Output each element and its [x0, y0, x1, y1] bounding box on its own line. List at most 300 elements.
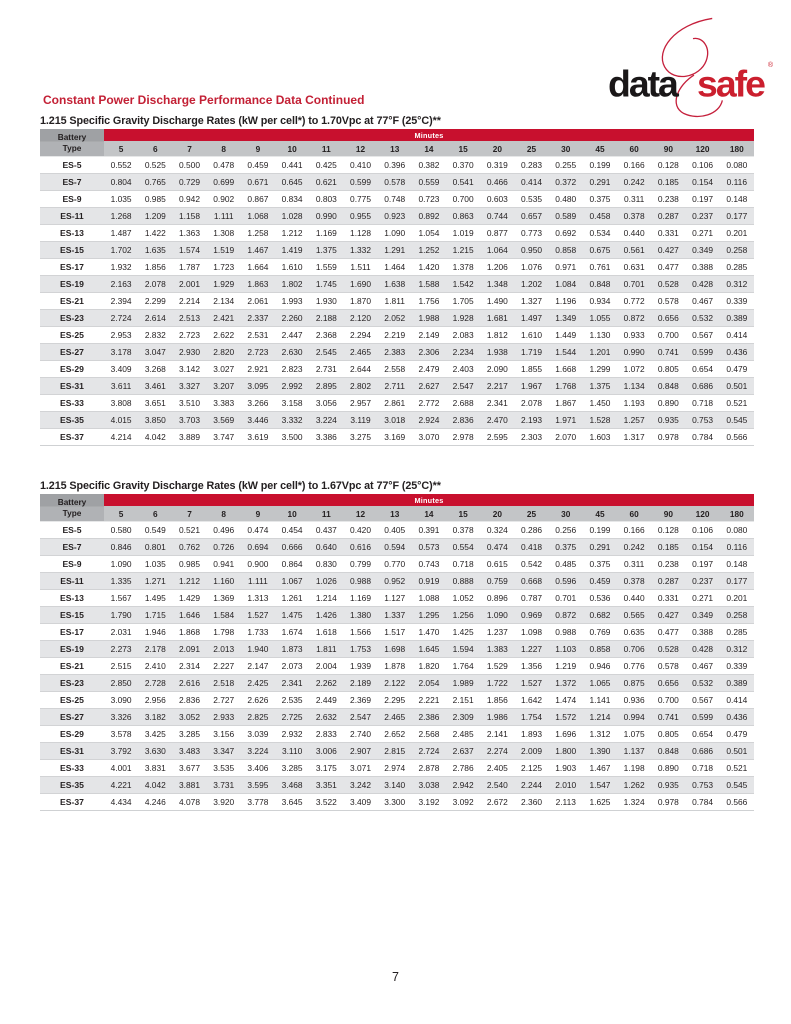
- battery-type-cell: ES-25: [60, 330, 84, 340]
- kw-value-cell: 3.569: [213, 415, 235, 425]
- kw-value-cell: 2.120: [350, 313, 371, 323]
- kw-value-cell: 3.461: [144, 381, 166, 391]
- kw-value-cell: 0.603: [486, 194, 508, 204]
- kw-value-cell: 1.128: [350, 228, 371, 238]
- kw-value-cell: 2.878: [418, 763, 440, 773]
- kw-value-cell: 2.815: [384, 746, 406, 756]
- kw-value-cell: 0.324: [486, 525, 508, 535]
- kw-value-cell: 0.199: [589, 160, 611, 170]
- battery-row: [40, 242, 754, 259]
- kw-value-cell: 0.578: [384, 177, 406, 187]
- kw-value-cell: 0.258: [726, 610, 748, 620]
- kw-value-cell: 0.116: [726, 177, 747, 187]
- kw-value-cell: 1.019: [452, 228, 474, 238]
- minute-column-header: 5: [104, 141, 138, 157]
- kw-value-cell: 1.989: [452, 678, 474, 688]
- kw-value-cell: 1.863: [247, 279, 269, 289]
- kw-value-cell: 0.437: [315, 525, 337, 535]
- kw-value-cell: 2.083: [452, 330, 474, 340]
- kw-value-cell: 3.268: [144, 364, 166, 374]
- kw-value-cell: 0.283: [521, 160, 543, 170]
- kw-value-cell: 1.169: [350, 593, 371, 603]
- battery-type-cell: ES-9: [62, 559, 82, 569]
- kw-value-cell: 1.542: [452, 279, 474, 289]
- kw-value-cell: 0.559: [418, 177, 440, 187]
- minutes-group-header: Minutes: [104, 494, 754, 506]
- kw-value-cell: 2.188: [315, 313, 337, 323]
- kw-value-cell: 1.566: [350, 627, 371, 637]
- kw-value-cell: 2.485: [452, 729, 474, 739]
- kw-value-cell: 0.594: [384, 542, 406, 552]
- kw-value-cell: 0.635: [623, 627, 645, 637]
- kw-value-cell: 3.747: [213, 432, 235, 442]
- kw-value-cell: 0.867: [247, 194, 269, 204]
- discharge-table-170vpc: [40, 129, 754, 446]
- kw-value-cell: 0.197: [692, 559, 714, 569]
- kw-value-cell: 3.831: [144, 763, 166, 773]
- kw-value-cell: 0.541: [452, 177, 474, 187]
- kw-value-cell: 0.573: [418, 542, 440, 552]
- kw-value-cell: 1.348: [486, 279, 508, 289]
- battery-row: [40, 157, 754, 174]
- kw-value-cell: 1.903: [555, 763, 577, 773]
- kw-value-cell: 4.214: [110, 432, 132, 442]
- kw-value-cell: 2.193: [521, 415, 543, 425]
- kw-value-cell: 2.992: [281, 381, 303, 391]
- kw-value-cell: 1.811: [384, 296, 405, 306]
- kw-value-cell: 0.668: [521, 576, 543, 586]
- kw-value-cell: 1.790: [110, 610, 132, 620]
- kw-value-cell: 2.723: [247, 347, 269, 357]
- kw-value-cell: 0.799: [350, 559, 371, 569]
- kw-value-cell: 0.890: [657, 763, 679, 773]
- kw-value-cell: 0.474: [486, 542, 508, 552]
- kw-value-cell: 3.347: [213, 746, 235, 756]
- kw-value-cell: 0.682: [589, 610, 611, 620]
- minute-column-header: 14: [412, 141, 446, 157]
- kw-value-cell: 0.762: [179, 542, 200, 552]
- battery-type-cell: ES-5: [62, 160, 82, 170]
- kw-value-cell: 1.212: [281, 228, 303, 238]
- kw-value-cell: 0.285: [726, 627, 748, 637]
- kw-value-cell: 0.645: [281, 177, 303, 187]
- kw-value-cell: 3.039: [247, 729, 269, 739]
- kw-value-cell: 0.521: [726, 398, 748, 408]
- kw-value-cell: 0.414: [521, 177, 543, 187]
- kw-value-cell: 1.800: [555, 746, 577, 756]
- kw-value-cell: 2.273: [110, 644, 132, 654]
- kw-value-cell: 3.207: [213, 381, 235, 391]
- kw-value-cell: 0.405: [384, 525, 406, 535]
- kw-value-cell: 2.360: [521, 797, 543, 807]
- battery-type-cell: ES-33: [60, 763, 84, 773]
- kw-value-cell: 0.700: [452, 194, 474, 204]
- kw-value-cell: 2.724: [110, 313, 132, 323]
- kw-value-cell: 3.140: [384, 780, 406, 790]
- kw-value-cell: 2.465: [350, 347, 371, 357]
- kw-value-cell: 2.337: [247, 313, 269, 323]
- kw-value-cell: 2.725: [281, 712, 303, 722]
- kw-value-cell: 2.956: [144, 695, 166, 705]
- kw-value-cell: 3.090: [110, 695, 132, 705]
- kw-value-cell: 2.122: [384, 678, 406, 688]
- kw-value-cell: 1.158: [179, 211, 200, 221]
- kw-value-cell: 1.420: [418, 262, 440, 272]
- kw-value-cell: 0.148: [726, 194, 748, 204]
- kw-value-cell: 1.940: [247, 644, 269, 654]
- kw-value-cell: 0.500: [179, 160, 200, 170]
- kw-value-cell: 4.001: [110, 763, 132, 773]
- battery-type-header-line2: Type: [62, 142, 82, 153]
- kw-value-cell: 0.565: [623, 610, 645, 620]
- kw-value-cell: 3.332: [281, 415, 303, 425]
- kw-value-cell: 1.372: [555, 678, 577, 688]
- kw-value-cell: 3.808: [110, 398, 132, 408]
- kw-value-cell: 0.804: [110, 177, 132, 187]
- kw-value-cell: 1.705: [452, 296, 474, 306]
- kw-value-cell: 0.242: [623, 177, 645, 187]
- kw-value-cell: 1.646: [179, 610, 200, 620]
- kw-value-cell: 2.299: [144, 296, 166, 306]
- kw-value-cell: 4.246: [144, 797, 166, 807]
- kw-value-cell: 2.260: [281, 313, 303, 323]
- kw-value-cell: 1.867: [555, 398, 577, 408]
- battery-type-cell: ES-27: [60, 347, 84, 357]
- kw-value-cell: 0.784: [692, 432, 714, 442]
- kw-value-cell: 1.349: [555, 313, 577, 323]
- kw-value-cell: 1.130: [589, 330, 611, 340]
- minute-column-header: 30: [549, 141, 583, 157]
- kw-value-cell: 1.090: [384, 228, 406, 238]
- kw-value-cell: 3.056: [315, 398, 337, 408]
- kw-value-cell: 0.988: [555, 627, 577, 637]
- kw-value-cell: 0.391: [418, 525, 440, 535]
- kw-value-cell: 1.464: [384, 262, 406, 272]
- kw-value-cell: 2.341: [281, 678, 303, 688]
- kw-value-cell: 3.619: [247, 432, 269, 442]
- kw-value-cell: 0.631: [623, 262, 645, 272]
- kw-value-cell: 0.528: [657, 279, 679, 289]
- kw-value-cell: 1.262: [623, 780, 645, 790]
- kw-value-cell: 2.403: [452, 364, 474, 374]
- kw-value-cell: 1.035: [144, 559, 166, 569]
- battery-row: [40, 259, 754, 276]
- battery-row: [40, 573, 754, 590]
- battery-row: [40, 225, 754, 242]
- kw-value-cell: 0.942: [179, 194, 200, 204]
- kw-value-cell: 2.630: [281, 347, 303, 357]
- minute-column-header: 12: [343, 141, 377, 157]
- minute-column-header: 15: [446, 506, 480, 522]
- kw-value-cell: 0.978: [657, 797, 679, 807]
- kw-value-cell: 0.946: [589, 661, 611, 671]
- kw-value-cell: 0.425: [315, 160, 337, 170]
- battery-type-cell: ES-31: [60, 381, 84, 391]
- kw-value-cell: 0.700: [657, 330, 679, 340]
- kw-value-cell: 1.497: [521, 313, 543, 323]
- kw-value-cell: 1.856: [144, 262, 166, 272]
- kw-value-cell: 2.294: [350, 330, 371, 340]
- kw-value-cell: 0.985: [179, 559, 200, 569]
- kw-value-cell: 2.626: [247, 695, 269, 705]
- kw-value-cell: 1.715: [144, 610, 166, 620]
- kw-value-cell: 0.952: [384, 576, 406, 586]
- kw-value-cell: 0.769: [589, 627, 611, 637]
- kw-value-cell: 1.681: [486, 313, 508, 323]
- kw-value-cell: 1.802: [281, 279, 303, 289]
- kw-value-cell: 2.728: [144, 678, 166, 688]
- kw-value-cell: 1.084: [555, 279, 577, 289]
- kw-value-cell: 1.202: [521, 279, 543, 289]
- kw-value-cell: 0.427: [657, 245, 679, 255]
- kw-value-cell: 2.942: [452, 780, 474, 790]
- kw-value-cell: 3.703: [179, 415, 200, 425]
- table-section-167vpc: [40, 480, 754, 811]
- battery-row: [40, 344, 754, 361]
- kw-value-cell: 1.227: [521, 644, 543, 654]
- battery-type-cell: ES-29: [60, 364, 84, 374]
- kw-value-cell: 1.490: [486, 296, 508, 306]
- kw-value-cell: 2.644: [350, 364, 371, 374]
- kw-value-cell: 0.440: [623, 593, 645, 603]
- kw-value-cell: 2.731: [315, 364, 337, 374]
- kw-value-cell: 1.335: [110, 576, 132, 586]
- kw-value-cell: 0.589: [555, 211, 577, 221]
- kw-value-cell: 0.166: [623, 160, 645, 170]
- kw-value-cell: 2.823: [281, 364, 303, 374]
- kw-value-cell: 3.182: [144, 712, 166, 722]
- kw-value-cell: 1.380: [350, 610, 371, 620]
- kw-value-cell: 2.772: [418, 398, 440, 408]
- kw-value-cell: 0.378: [623, 211, 645, 221]
- kw-value-cell: 0.890: [657, 398, 679, 408]
- kw-value-cell: 0.729: [179, 177, 200, 187]
- kw-value-cell: 2.786: [452, 763, 474, 773]
- kw-value-cell: 0.718: [692, 398, 714, 408]
- kw-value-cell: 1.645: [418, 644, 440, 654]
- kw-value-cell: 1.160: [213, 576, 235, 586]
- kw-value-cell: 0.388: [692, 262, 714, 272]
- kw-value-cell: 0.148: [726, 559, 748, 569]
- kw-value-cell: 0.466: [486, 177, 508, 187]
- kw-value-cell: 2.479: [418, 364, 440, 374]
- kw-value-cell: 2.013: [213, 644, 235, 654]
- kw-value-cell: 2.614: [144, 313, 166, 323]
- kw-value-cell: 3.192: [418, 797, 440, 807]
- kw-value-cell: 2.825: [247, 712, 269, 722]
- kw-value-cell: 1.064: [486, 245, 508, 255]
- kw-value-cell: 0.521: [726, 763, 748, 773]
- kw-value-cell: 1.467: [247, 245, 269, 255]
- kw-value-cell: 0.128: [657, 525, 679, 535]
- kw-value-cell: 2.924: [418, 415, 440, 425]
- kw-value-cell: 0.621: [315, 177, 337, 187]
- kw-value-cell: 0.935: [657, 415, 679, 425]
- kw-value-cell: 0.441: [281, 160, 303, 170]
- kw-value-cell: 1.214: [589, 712, 611, 722]
- kw-value-cell: 1.928: [452, 313, 474, 323]
- minute-column-header: 7: [172, 506, 206, 522]
- kw-value-cell: 0.616: [350, 542, 371, 552]
- kw-value-cell: 0.566: [726, 797, 748, 807]
- kw-value-cell: 2.394: [110, 296, 132, 306]
- kw-value-cell: 1.378: [452, 262, 474, 272]
- kw-value-cell: 0.985: [144, 194, 166, 204]
- kw-value-cell: 0.389: [726, 313, 748, 323]
- kw-value-cell: 2.052: [384, 313, 406, 323]
- kw-value-cell: 0.718: [692, 763, 714, 773]
- kw-value-cell: 0.128: [657, 160, 679, 170]
- kw-value-cell: 1.820: [418, 661, 440, 671]
- kw-value-cell: 3.778: [247, 797, 269, 807]
- kw-value-cell: 1.291: [384, 245, 406, 255]
- battery-type-cell: ES-19: [60, 279, 84, 289]
- battery-type-header-line1: Battery: [57, 132, 87, 143]
- kw-value-cell: 0.271: [692, 593, 714, 603]
- kw-value-cell: 2.217: [486, 381, 508, 391]
- kw-value-cell: 3.446: [247, 415, 269, 425]
- logo-word-safe: safe: [697, 62, 764, 105]
- kw-value-cell: 2.147: [247, 661, 269, 671]
- kw-value-cell: 0.566: [726, 432, 748, 442]
- kw-value-cell: 2.595: [486, 432, 508, 442]
- kw-value-cell: 2.802: [350, 381, 371, 391]
- kw-value-cell: 3.327: [179, 381, 200, 391]
- kw-value-cell: 0.545: [726, 780, 748, 790]
- kw-value-cell: 1.419: [281, 245, 303, 255]
- minute-column-header: 6: [138, 141, 172, 157]
- kw-value-cell: 2.518: [213, 678, 235, 688]
- kw-value-cell: 4.042: [144, 780, 166, 790]
- kw-value-cell: 0.375: [555, 542, 577, 552]
- kw-value-cell: 3.468: [281, 780, 303, 790]
- kw-value-cell: 2.274: [486, 746, 508, 756]
- kw-value-cell: 1.206: [486, 262, 508, 272]
- kw-value-cell: 0.599: [350, 177, 371, 187]
- kw-value-cell: 2.540: [486, 780, 508, 790]
- kw-value-cell: 0.287: [657, 576, 679, 586]
- minute-column-header: 15: [446, 141, 480, 157]
- kw-value-cell: 0.501: [726, 381, 748, 391]
- kw-value-cell: 0.801: [144, 542, 166, 552]
- kw-value-cell: 0.319: [486, 160, 508, 170]
- kw-value-cell: 2.622: [213, 330, 235, 340]
- kw-value-cell: 0.331: [657, 228, 679, 238]
- kw-value-cell: 0.428: [692, 644, 714, 654]
- kw-value-cell: 0.467: [692, 661, 714, 671]
- minute-column-header: 5: [104, 506, 138, 522]
- kw-value-cell: 0.427: [657, 610, 679, 620]
- minute-column-header: 120: [685, 506, 719, 522]
- kw-value-cell: 2.723: [179, 330, 200, 340]
- kw-value-cell: 0.378: [452, 525, 474, 535]
- kw-value-cell: 0.271: [692, 228, 714, 238]
- kw-value-cell: 0.567: [692, 330, 714, 340]
- kw-value-cell: 1.258: [247, 228, 269, 238]
- kw-value-cell: 0.892: [418, 211, 440, 221]
- kw-value-cell: 2.907: [350, 746, 371, 756]
- kw-value-cell: 2.151: [452, 695, 474, 705]
- kw-value-cell: 2.234: [452, 347, 474, 357]
- kw-value-cell: 3.142: [179, 364, 200, 374]
- kw-value-cell: 0.706: [623, 644, 645, 654]
- kw-value-cell: 0.994: [623, 712, 645, 722]
- kw-value-cell: 0.396: [384, 160, 406, 170]
- battery-row: [40, 310, 754, 327]
- kw-value-cell: 1.698: [384, 644, 406, 654]
- kw-value-cell: 0.578: [657, 296, 679, 306]
- kw-value-cell: 0.923: [384, 211, 406, 221]
- kw-value-cell: 2.547: [452, 381, 474, 391]
- minute-column-header: 13: [378, 141, 412, 157]
- kw-value-cell: 1.635: [144, 245, 166, 255]
- kw-value-cell: 0.154: [692, 177, 714, 187]
- kw-value-cell: 3.266: [247, 398, 269, 408]
- kw-value-cell: 1.271: [144, 576, 166, 586]
- battery-type-cell: ES-7: [62, 542, 82, 552]
- kw-value-cell: 2.652: [384, 729, 406, 739]
- kw-value-cell: 0.748: [384, 194, 406, 204]
- kw-value-cell: 0.286: [521, 525, 543, 535]
- kw-value-cell: 0.772: [623, 296, 645, 306]
- kw-value-cell: 0.080: [726, 525, 748, 535]
- kw-value-cell: 1.209: [144, 211, 166, 221]
- kw-value-cell: 0.238: [657, 194, 679, 204]
- kw-value-cell: 2.820: [213, 347, 235, 357]
- battery-row: [40, 726, 754, 743]
- battery-type-cell: ES-13: [60, 228, 84, 238]
- kw-value-cell: 2.470: [486, 415, 508, 425]
- kw-value-cell: 3.881: [179, 780, 200, 790]
- kw-value-cell: 3.178: [110, 347, 132, 357]
- kw-value-cell: 0.578: [657, 661, 679, 671]
- kw-value-cell: 2.568: [418, 729, 440, 739]
- kw-value-cell: 0.436: [726, 347, 748, 357]
- kw-value-cell: 0.501: [726, 746, 748, 756]
- kw-value-cell: 0.552: [110, 160, 132, 170]
- kw-value-cell: 3.110: [281, 746, 303, 756]
- kw-value-cell: 0.969: [521, 610, 543, 620]
- kw-value-cell: 1.090: [110, 559, 132, 569]
- kw-value-cell: 2.637: [452, 746, 474, 756]
- battery-type-cell: ES-37: [60, 432, 84, 442]
- kw-value-cell: 1.764: [452, 661, 474, 671]
- battery-row: [40, 429, 754, 446]
- kw-value-cell: 2.303: [521, 432, 543, 442]
- kw-value-cell: 2.724: [418, 746, 440, 756]
- kw-value-cell: 0.201: [726, 228, 748, 238]
- kw-value-cell: 0.971: [555, 262, 577, 272]
- kw-value-cell: 1.169: [315, 228, 337, 238]
- kw-value-cell: 1.756: [418, 296, 440, 306]
- kw-value-cell: 0.805: [657, 729, 679, 739]
- kw-value-cell: 2.425: [247, 678, 269, 688]
- kw-value-cell: 0.830: [315, 559, 337, 569]
- kw-value-cell: 2.221: [418, 695, 440, 705]
- kw-value-cell: 0.535: [521, 194, 543, 204]
- kw-value-cell: 2.978: [452, 432, 474, 442]
- kw-value-cell: 1.519: [213, 245, 235, 255]
- kw-value-cell: 1.939: [350, 661, 371, 671]
- kw-value-cell: 0.521: [179, 525, 200, 535]
- battery-row: [40, 692, 754, 709]
- kw-value-cell: 0.656: [657, 313, 679, 323]
- kw-value-cell: 0.701: [623, 279, 645, 289]
- kw-value-cell: 0.285: [726, 262, 748, 272]
- kw-value-cell: 1.127: [384, 593, 406, 603]
- minute-column-header: 14: [412, 506, 446, 522]
- battery-type-cell: ES-31: [60, 746, 84, 756]
